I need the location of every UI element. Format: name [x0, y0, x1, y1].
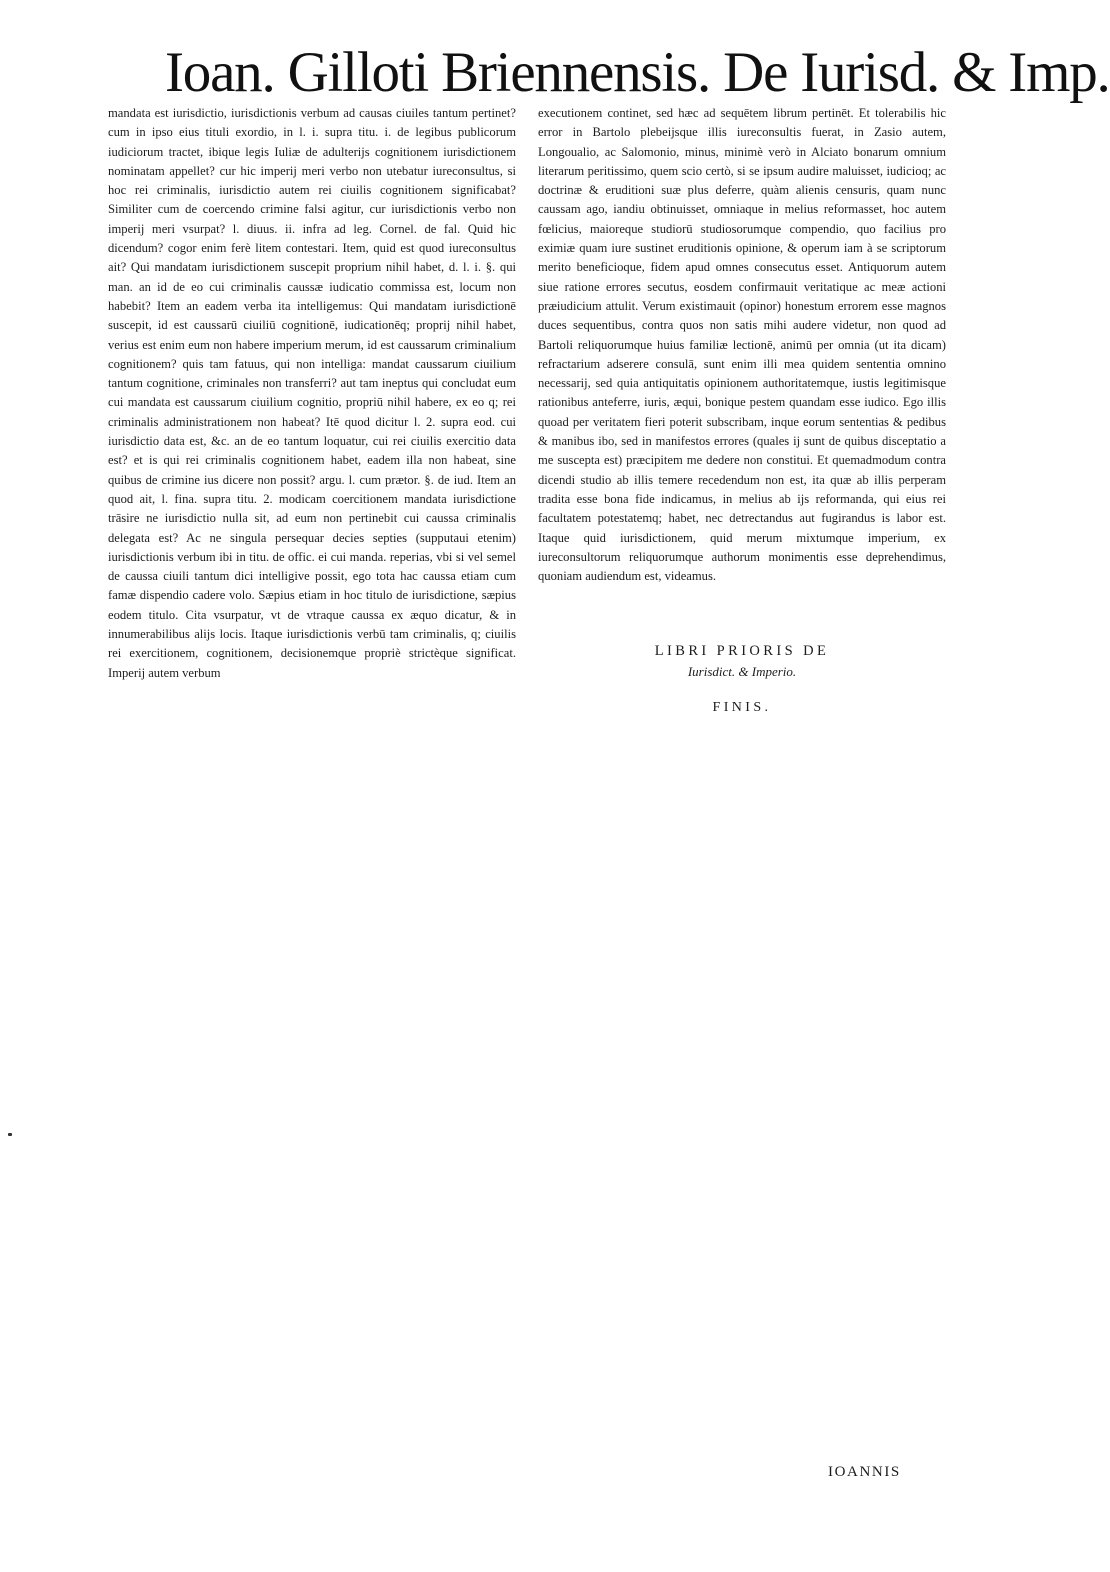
- colophon-title: LIBRI PRIORIS DE: [654, 643, 830, 659]
- left-text-column: [108, 104, 516, 683]
- running-head: Ioan. Gilloti Briennensis. De Iurisd. & Imp.: [165, 41, 1110, 104]
- colophon-subtitle: Iurisdict. & Imperio.: [687, 664, 797, 679]
- colophon-finis: FINIS.: [712, 700, 772, 715]
- left-column-text: mandata est iurisdictio, iurisdictionis verbum ad causas ciuiles tantum pertinet? cum in ipso eius tituli exordio, in l. i. supra titu. i. de legibus publicorum iudiciorum tractet, ibique legis Iuliæ de adulterijs cognitionem iurisdictionem nominatam appellet? cur hic imperij meri verbo non utebatur iureconsultus, si hoc rei criminalis, iurisdictio autem rei ciuilis cognitionem significabat? Similiter cum de coercendo crimine falsi agitur, cur iurisdictionis verbo non imperij meri vsurpat? l. diuus. ii. infra ad leg. Cornel. de fal. Quid hic dicendum? cogor enim ferè litem contestari. Item, quid est quod iureconsultus ait? Qui mandatam iurisdictionem suscepit proprium nihil habet, d. l. i. §. qui man. an id de eo cui criminalis caussæ iudicatio commissa est, locum non habebit? Item an eadem verba ita intelligemus: Qui mandatam iurisdictionē suscepit, id est caussarū ciuiliū cognitionē, iudicationēq; proprij nihil habet, verius est enim eum non habere imperium merum, id est caussarum criminalium cognitionem? quis tam fatuus, qui non intelliga: mandat caussarum ciuilium tantum cognitione, criminales non transferri? aut tam ineptus qui concludat eum cui mandata est caussarum ciuilium cognitio, propriū nihil habere, ex eo q; rei criminalis administrationem non habeat? Itē quod dicitur l. 2. supra eod. cui iurisdictio data est, &c. an de eo tantum loquatur, cui rei ciuilis exercitio data est? et is qui rei criminalis cognitionem habet, eadem illa non habeat, sine quibus de crimine ius dicere non possit? argu. l. cum prætor. §. de iud. Item an quod ait, l. fina. supra titu. 2. modicam coercitionem mandata iurisdictione trāsire ne iurisdictio nulla sit, ad eum non pertinebit cui caussa criminalis delegata est? Ac ne singula persequar decies septies (supputaui etenim) iurisdictionis verbum ibi in titu. de offic. ei cui manda. reperias, vbi si vel semel de caussa ciuili tantum dici intelligive possit, ego tota hac caussa etiam cum famæ dispendio cadere volo. Sæpius etiam in hoc titulo de iurisdictione, sæpius eodem titulo. Cita vsurpatur, vt de vtraque caussa ex æquo dicatur, & in innumerabilibus alijs locis. Itaque iurisdictionis verbū tam criminalis, q; ciuilis rei exercitionem, cognitionem, decisionemque propriè strictèque significat. Imperij autem verbum: [108, 106, 516, 680]
- ink-speck: [8, 1133, 12, 1136]
- right-text-column: [538, 104, 946, 586]
- colophon: [538, 640, 946, 718]
- catchword: IOANNIS: [828, 1464, 901, 1480]
- right-column-text: executionem continet, sed hæc ad sequētem librum pertinēt. Et tolerabilis hic error in Bartolo plebeijsque illis iureconsultis fuerat, in Zasio autem, Longoualio, ac Salomonio, minus, minimè verò in Alciato bonarum omnium literarum peritissimo, quem scio certò, si se ipsum audire maluisset, iudicioq; ac doctrinæ & eruditioni suæ plus deferre, quàm alienis censuris, quam nunc caussam ago, iandiu obtinuisset, omniaque in melius reformasset, hoc autem fœlicius, maioreque studiorū studiosorumque compendio, quo facilius pro eximiæ quam iure sustinet eruditionis opinione, & operum iam à se scriptorum merito beneficioque, fidem apud omnes consecutus esset. Antiquorum autem siue ratione errores secutus, eosdem confirmauit veritatique ac meæ actioni præiudicium attulit. Verum existimauit (opinor) honestum errorem esse magnos duces sequentibus, contra quos non satis mihi audere videtur, non quod ad Bartoli reliquorumque huius familiæ lectionē, animū per omnia (ut ita dicam) refractarium adserere consulā, sunt enim illi mea quidem sententia omnino necessarij, sed quia antiquitatis opinionem authoritatemque, iustis legitimisque rationibus anteferre, iuris, æqui, bonique pestem quandam esse iudico. Ego illis quoad per veritatem fieri poterit subscribam, inque eorum sententias & pedibus & manibus ibo, sed in manifestos errores (quales ij sunt de quibus disceptatio a me suscepta est) præcipitem me dedere non constitui. Et quemadmodum contra dicendi studio ab illis temere recedendum non est, ita quæ ab illis perperam tradita esse bona fide indicamus, in melius ab ijs reformanda, qui eius rei facultatem potestatemq; habet, nec detrectandus aut fugirandus is labor est. Itaque quid iurisdictionem, quid merum mixtumque imperium, ex iureconsultorum reliquorumque authorum monimentis esse deprehendimus, quoniam audiendum est, videamus.: [538, 106, 946, 584]
